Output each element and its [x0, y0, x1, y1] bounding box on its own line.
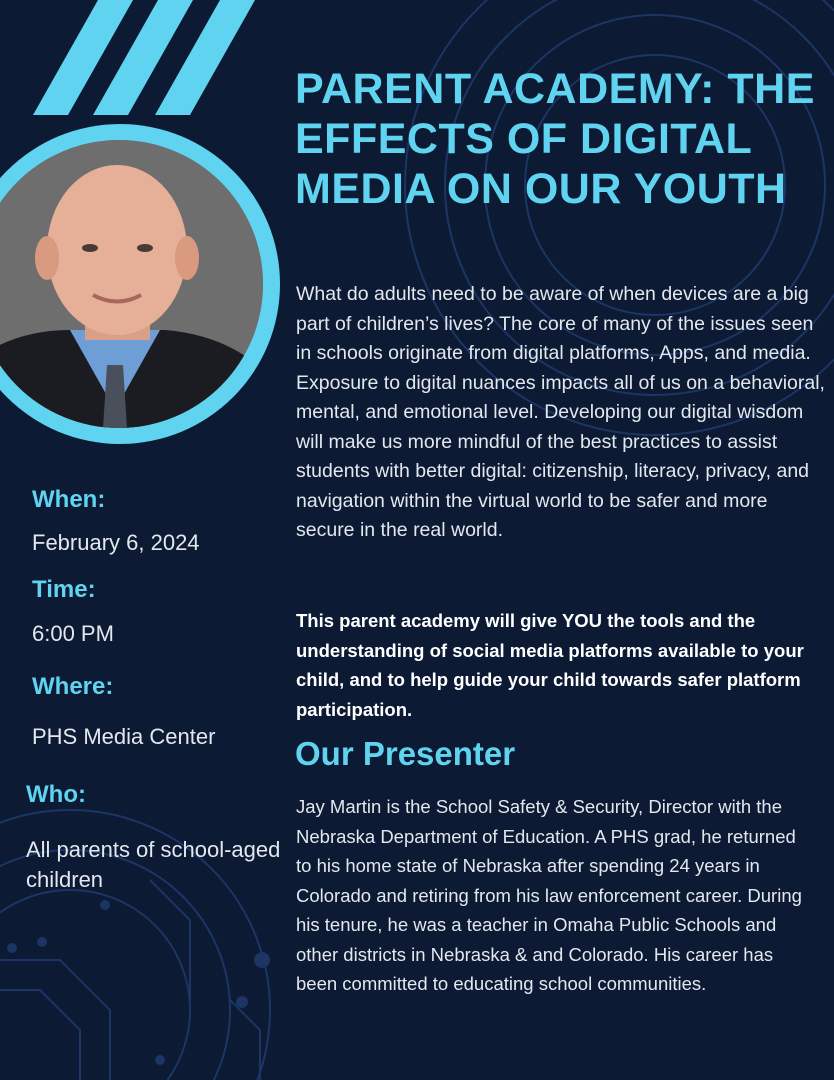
presenter-bio: Jay Martin is the School Safety & Security, Director with the Nebraska Department of Education. A PHS grad, he returned to his home state of Nebraska after spending 24 years in Colorado and retiring from his law enforcement career. During his tenure, he was a teacher in Omaha Public Schools and other districts in Nebraska & and Colorado. His career has been committed to educating school communities.: [296, 796, 802, 994]
presenter-heading: Our Presenter: [295, 735, 516, 772]
diagonal-stripes-icon: [0, 0, 270, 120]
highlight-paragraph: This parent academy will give YOU the tools and the understanding of social media platforms available to your child, and to help guide your child towards safer platform participation.: [296, 610, 804, 720]
time-label: Time:: [32, 576, 96, 603]
page-title: PARENT ACADEMY: THE EFFECTS OF DIGITAL MEDIA ON OUR YOUTH: [295, 65, 815, 213]
who-value: All parents of school-aged children: [26, 837, 281, 892]
when-value: February 6, 2024: [32, 530, 200, 555]
where-value: PHS Media Center: [32, 724, 216, 749]
intro-paragraph: What do adults need to be aware of when devices are a big part of children’s lives? The core of many of the issues seen in schools originate from digital platforms, Apps, and media. Exposure to digital nuances impacts all of us on a behavioral, mental, and emotional level. Developing our digital wisdom will make us more mindful of the best practices to assist students with better digital: citizenship, literacy, privacy, and navigation within the virtual world to be safer and more secure in the real world.: [296, 283, 825, 541]
when-label: When:: [32, 486, 106, 513]
where-label: Where:: [32, 673, 114, 700]
who-label: Who:: [26, 781, 86, 808]
time-value: 6:00 PM: [32, 621, 114, 646]
